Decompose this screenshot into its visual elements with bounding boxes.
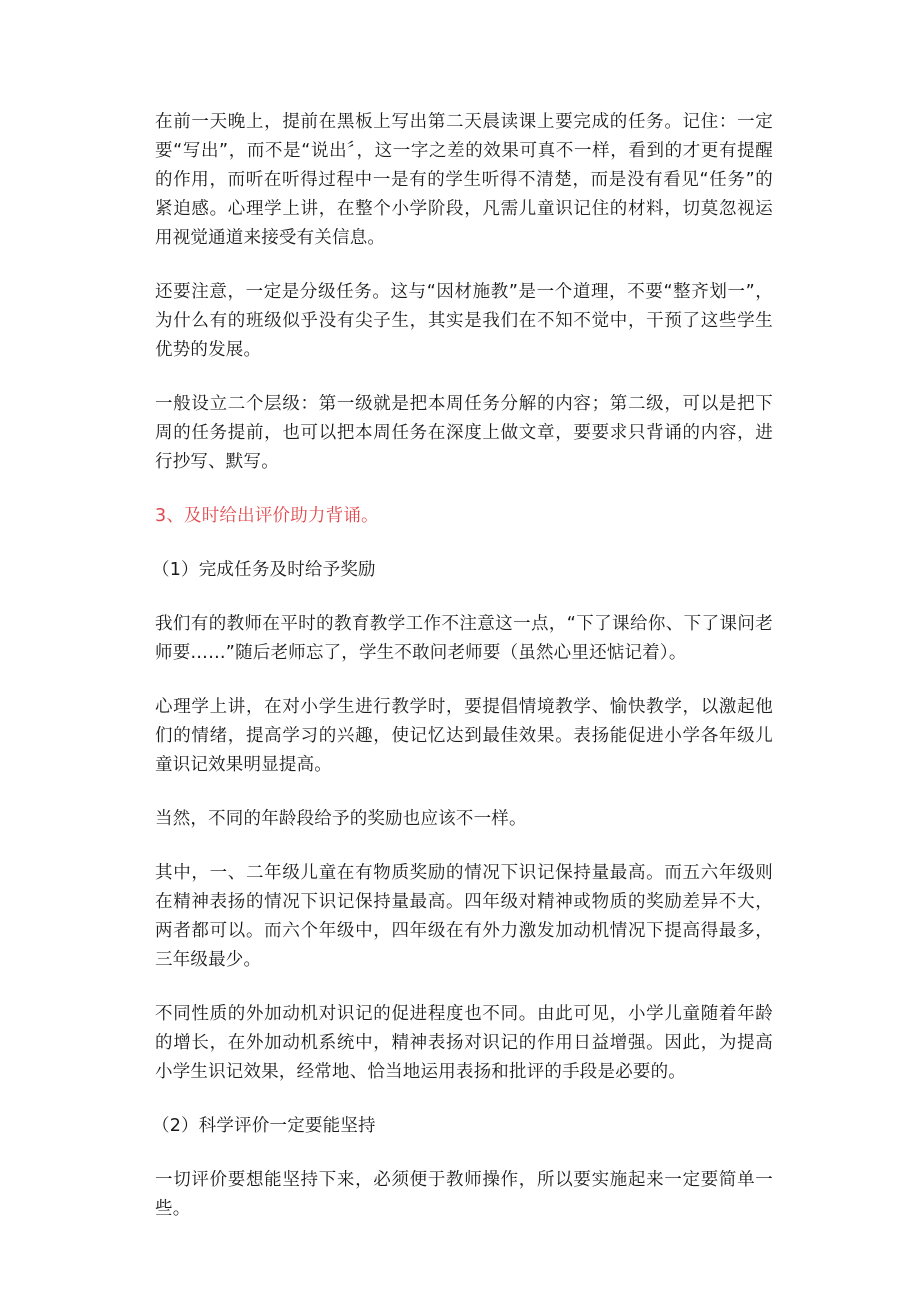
paragraph-7: 其中，一、二年级儿童在有物质奖励的情况下识记保持量最高。而五六年级则在精神表扬的情况下识记保持量最高。四年级对精神或物质的奖励差异不大，两者都可以。而六个年级中，四年级在有外力激发加动机情况下提高得最多，三年级最少。 [155,863,773,970]
subheading-1: （1）完成任务及时给予奖励 [152,560,376,580]
paragraph-6: 当然，不同的年龄段给予的奖励也应该不一样。 [155,809,527,829]
section-heading: 3、及时给出评价助力背诵。 [155,506,379,526]
paragraph-3: 一般设立二个层级：第一级就是把本周任务分解的内容；第二级，可以是把下周的任务提前，也可以把本周任务在深度上做文章，要要求只背诵的内容，进行抄写、默写。 [155,394,773,472]
paragraph-8: 不同性质的外加动机对识记的促进程度也不同。由此可见，小学儿童随着年龄的增长，在外加动机系统中，精神表扬对识记的作用日益增强。因此，为提高小学生识记效果，经常地、恰当地运用表扬和批评的手段是必要的。 [155,1004,773,1082]
subheading-2: （2）科学评价一定要能坚持 [152,1116,376,1136]
paragraph-9: 一切评价要想能坚持下来，必须便于教师操作，所以要实施起来一定要简单一些。 [155,1170,773,1219]
paragraph-5: 心理学上讲，在对小学生进行教学时，要提倡情境教学、愉快教学，以激起他们的情绪，提高学习的兴趣，使记忆达到最佳效果。表扬能促进小学各年级儿童识记效果明显提高。 [155,697,773,775]
paragraph-4: 我们有的教师在平时的教育教学工作不注意这一点，“下了课给你、下了课问老师要……”随后老师忘了，学生不敢问老师要（虽然心里还惦记着）。 [155,614,773,663]
document-body [152,108,773,1249]
paragraph-2: 还要注意，一定是分级任务。这与“因材施教”是一个道理，不要“整齐划一”，为什么有的班级似乎没有尖子生，其实是我们在不知不觉中，干预了这些学生优势的发展。 [155,282,773,360]
paragraph-1: 在前一天晚上，提前在黑板上写出第二天晨读课上要完成的任务。记住：一定要“写出”，而不是“说出〞，这一字之差的效果可真不一样，看到的才更有提醒的作用，而听在听得过程中一是有的学生听得不清楚，而是没有看见“任务”的紧迫感。心理学上讲，在整个小学阶段，凡需儿童识记住的材料，切莫忽视运用视觉通道来接受有关信息。 [155,112,773,248]
